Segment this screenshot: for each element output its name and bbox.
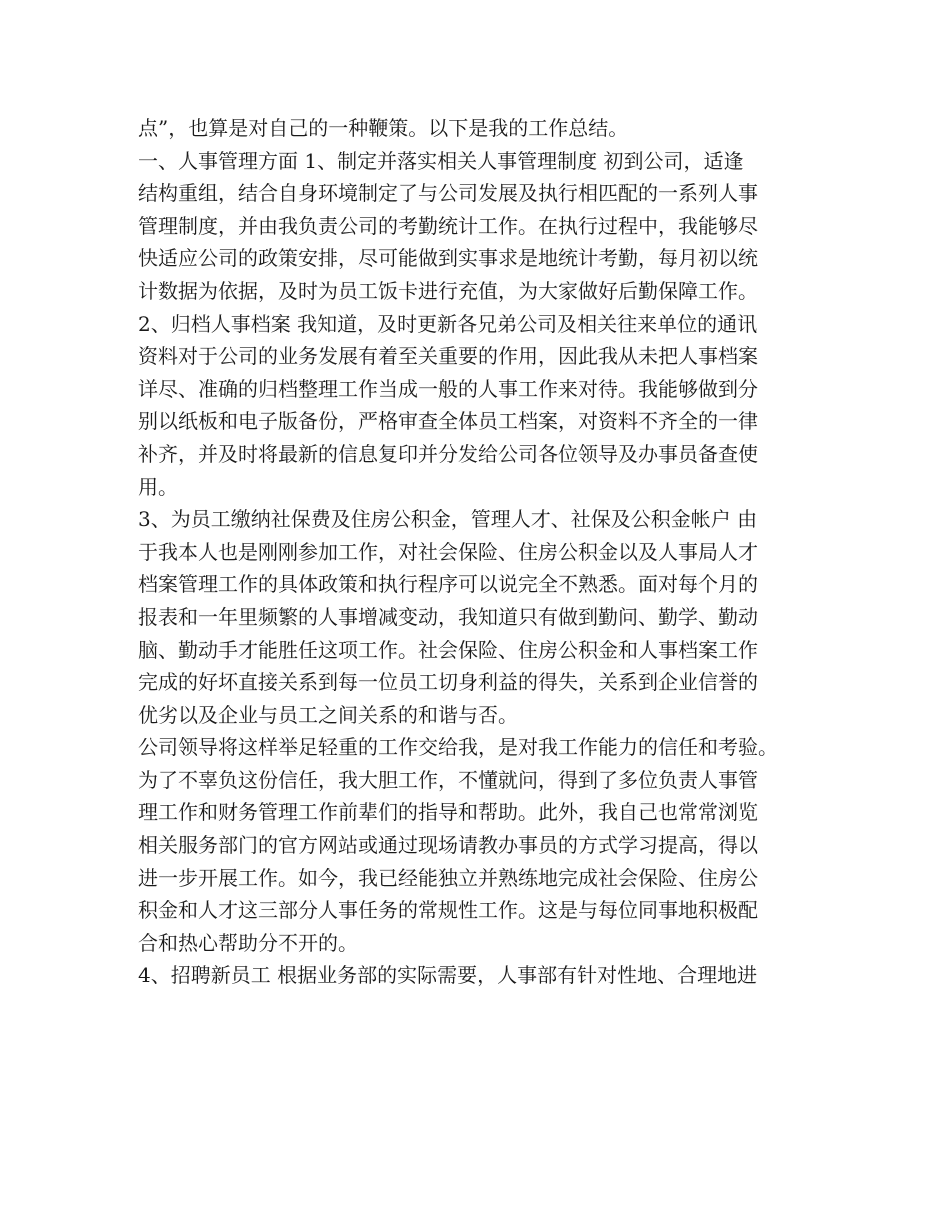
text-line: 积金和人才这三部分人事任务的常规性工作。这是与每位同事地积极配: [138, 898, 758, 923]
text-line: 点”，也算是对自己的一种鞭策。以下是我的工作总结。: [138, 116, 629, 140]
text-line: 计数据为依据，及时为员工饭卡进行充值，为大家做好后勤保障工作。: [138, 278, 758, 303]
text-line: 补齐，并及时将最新的信息复印并分发给公司各位领导及办事员备查使: [138, 441, 758, 466]
text-line: 档案管理工作的具体政策和执行程序可以说完全不熟悉。面对每个月的: [138, 572, 758, 597]
text-line: 合和热心帮助分不开的。: [138, 930, 358, 955]
text-line: 快适应公司的政策安排，尽可能做到实事求是地统计考勤，每月初以统: [138, 246, 758, 271]
text-line: 别以纸板和电子版备份，严格审查全体员工档案，对资料不齐全的一律: [138, 409, 758, 434]
text-line: 脑、勤动手才能胜任这项工作。社会保险、住房公积金和人事档案工作: [138, 637, 758, 662]
text-line: 2、归档人事档案 我知道，及时更新各兄弟公司及相关往来单位的通讯: [138, 311, 758, 336]
text-line: 报表和一年里频繁的人事增减变动，我知道只有做到勤问、勤学、勤动: [138, 604, 758, 629]
text-line: 优劣以及企业与员工之间关系的和谐与否。: [138, 702, 518, 727]
text-line: 公司领导将这样举足轻重的工作交给我，是对我工作能力的信任和考验。: [138, 735, 778, 760]
text-line: 完成的好坏直接关系到每一位员工切身利益的得失，关系到企业信誉的: [138, 670, 758, 695]
text-line: 一、人事管理方面 1、制定并落实相关人事管理制度 初到公司，适逢: [138, 148, 744, 173]
text-line: 结构重组，结合自身环境制定了与公司发展及执行相匹配的一系列人事: [138, 181, 758, 206]
text-line: 于我本人也是刚刚参加工作，对社会保险、住房公积金以及人事局人才: [138, 539, 758, 564]
text-line: 进一步开展工作。如今，我已经能独立并熟练地完成社会保险、住房公: [138, 865, 758, 890]
text-line: 用。: [138, 474, 178, 499]
text-line: 4、招聘新员工 根据业务部的实际需要，人事部有针对性地、合理地进: [138, 963, 758, 988]
text-line: 理工作和财务管理工作前辈们的指导和帮助。此外，我自己也常常浏览: [138, 800, 758, 825]
text-line: 资料对于公司的业务发展有着至关重要的作用，因此我从未把人事档案: [138, 344, 758, 369]
text-line: 相关服务部门的官方网站或通过现场请教办事员的方式学习提高，得以: [138, 833, 758, 858]
text-line: 管理制度，并由我负责公司的考勤统计工作。在执行过程中，我能够尽: [138, 213, 758, 238]
text-line: 3、为员工缴纳社保费及住房公积金，管理人才、社保及公积金帐户 由: [138, 507, 758, 532]
text-line: 为了不辜负这份信任，我大胆工作，不懂就问，得到了多位负责人事管: [138, 767, 758, 792]
body-text: [138, 112, 828, 992]
text-line: 详尽、准确的归档整理工作当成一般的人事工作来对待。我能够做到分: [138, 376, 758, 401]
